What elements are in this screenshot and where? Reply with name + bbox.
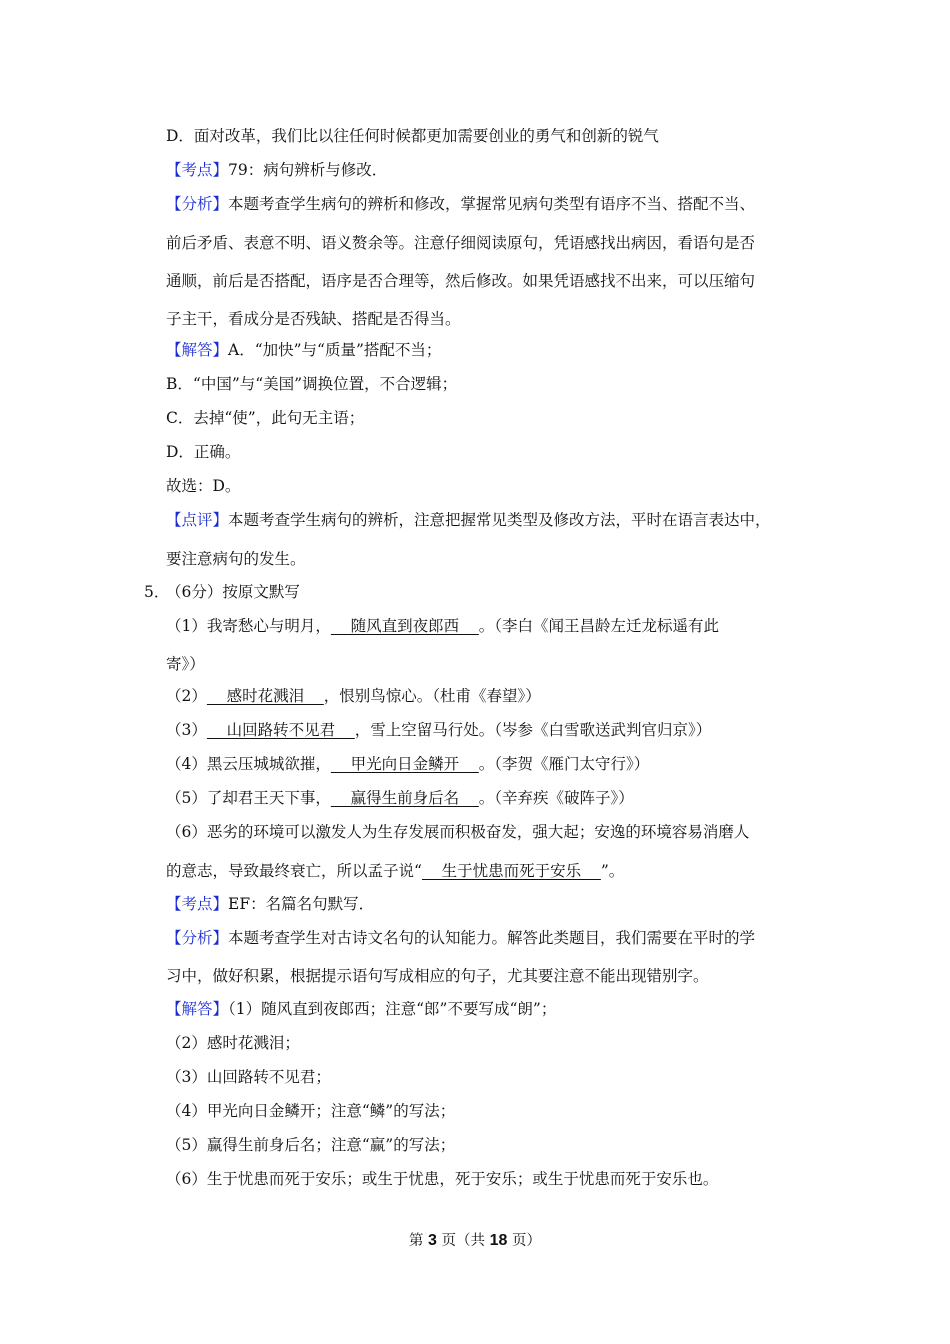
item-4 — [166, 754, 649, 774]
answer-blank: 生于忧患而死于安乐 — [421, 862, 601, 880]
jieda-text: （6）生于忧患而死于安乐；或生于忧患，死于安乐；或生于忧患而死于安乐也。 — [166, 1170, 719, 1188]
dianping-line — [166, 510, 771, 530]
option-d: D．面对改革，我们比以往任何时候都更加需要创业的勇气和创新的锐气 — [166, 127, 659, 145]
fenxi-text: 本题考查学生对古诗文名句的认知能力。解答此类题目，我们需要在平时的学 — [228, 929, 756, 947]
jieda-text: （4）甲光向日金鳞开；注意“鳞”的写法； — [166, 1102, 456, 1120]
answer-blank: 赢得生前身后名 — [330, 789, 479, 807]
jieda-text: （3）山回路转不见君； — [166, 1068, 331, 1086]
fenxi-text: 本题考查学生病句的辨析和修改，掌握常见病句类型有语序不当、搭配不当、 — [228, 195, 756, 213]
kaodian-line — [166, 160, 387, 180]
page-footer — [0, 1229, 950, 1250]
page-number: 3 — [428, 1232, 437, 1249]
fenxi-text: 通顺，前后是否搭配，语序是否合理等，然后修改。如果凭语感找不出来，可以压缩句 — [166, 272, 756, 290]
item-6-cont — [166, 861, 624, 881]
kaodian-line — [166, 894, 374, 914]
dianping-text: 要注意病句的发生。 — [166, 550, 306, 568]
item-6: （6）恶劣的环境可以激发人为生存发展而积极奋发，强大起；安逸的环境容易消磨人 — [166, 823, 750, 841]
jieda-text: C．去掉“使”，此句无主语； — [166, 409, 365, 427]
item-text: （4）黑云压城城欲摧， — [166, 755, 331, 773]
fenxi-tag: 【分析】 — [166, 195, 229, 213]
item-text: （2） — [166, 687, 207, 705]
question-title: （6分）按原文默写 — [166, 583, 300, 601]
fenxi-text: 习中，做好积累，根据提示语句写成相应的句子，尤其要注意不能出现错别字。 — [166, 967, 709, 985]
kaodian-text: EF：名篇名句默写． — [228, 895, 375, 913]
jieda-line — [166, 999, 556, 1019]
item-text: ，雪上空留马行处。（岑参《白雪歌送武判官归京》） — [354, 721, 712, 739]
jieda-text: （5）赢得生前身后名；注意“赢”的写法； — [166, 1136, 456, 1154]
jieda-tag: 【解答】 — [166, 341, 229, 359]
fenxi-text: 子主干，看成分是否残缺、搭配是否得当。 — [166, 310, 461, 328]
jieda-line — [166, 340, 441, 360]
item-1 — [166, 616, 719, 636]
kaodian-tag: 【考点】 — [166, 895, 229, 913]
item-text: 。（李贺《雁门太守行》） — [478, 755, 650, 773]
item-text: ，恨别鸟惊心。（杜甫《春望》） — [323, 687, 541, 705]
jieda-text: （1）随风直到夜郎西；注意“郎”不要写成“朗”； — [228, 1000, 557, 1018]
jieda-text: D．正确。 — [166, 443, 241, 461]
item-3 — [166, 720, 711, 740]
jieda-text: A．“加快”与“质量”搭配不当； — [228, 341, 442, 359]
footer-text: 第 — [408, 1233, 429, 1249]
item-text: 。（辛弃疾《破阵子》） — [478, 789, 634, 807]
answer-blank: 感时花溅泪 — [206, 687, 324, 705]
item-text: （3） — [166, 721, 207, 739]
item-text: 的意志，导致最终衰亡，所以孟子说“ — [166, 862, 422, 880]
fenxi-line — [166, 194, 755, 214]
dianping-tag: 【点评】 — [166, 511, 229, 529]
jieda-tag: 【解答】 — [166, 1000, 229, 1018]
answer-blank: 甲光向日金鳞开 — [330, 755, 479, 773]
kaodian-text: 79：病句辨析与修改． — [228, 161, 388, 179]
item-5 — [166, 788, 634, 808]
footer-text: 页） — [507, 1233, 542, 1249]
dianping-text: 本题考查学生病句的辨析，注意把握常见类型及修改方法，平时在语言表达中， — [228, 511, 771, 529]
kaodian-tag: 【考点】 — [166, 161, 229, 179]
fenxi-tag: 【分析】 — [166, 929, 229, 947]
jieda-text: （2）感时花溅泪； — [166, 1034, 300, 1052]
fenxi-text: 前后矛盾、表意不明、语义赘余等。注意仔细阅读原句，凭语感找出病因，看语句是否 — [166, 234, 756, 252]
jieda-text: 故选：D。 — [166, 477, 241, 495]
question-number: 5． — [144, 583, 170, 601]
item-1-cont: 寄》） — [166, 655, 205, 673]
jieda-text: B．“中国”与“美国”调换位置，不合逻辑； — [166, 375, 458, 393]
item-text: （5）了却君王天下事， — [166, 789, 331, 807]
item-2 — [166, 686, 541, 706]
item-text: （1）我寄愁心与明月， — [166, 617, 331, 635]
item-text: ”。 — [600, 862, 625, 880]
fenxi-line — [166, 928, 755, 948]
footer-text: 页（共 — [436, 1233, 490, 1249]
answer-blank: 山回路转不见君 — [206, 721, 355, 739]
item-text: 。（李白《闻王昌龄左迁龙标遥有此 — [478, 617, 720, 635]
total-pages: 18 — [489, 1232, 508, 1249]
answer-blank: 随风直到夜郎西 — [330, 617, 479, 635]
